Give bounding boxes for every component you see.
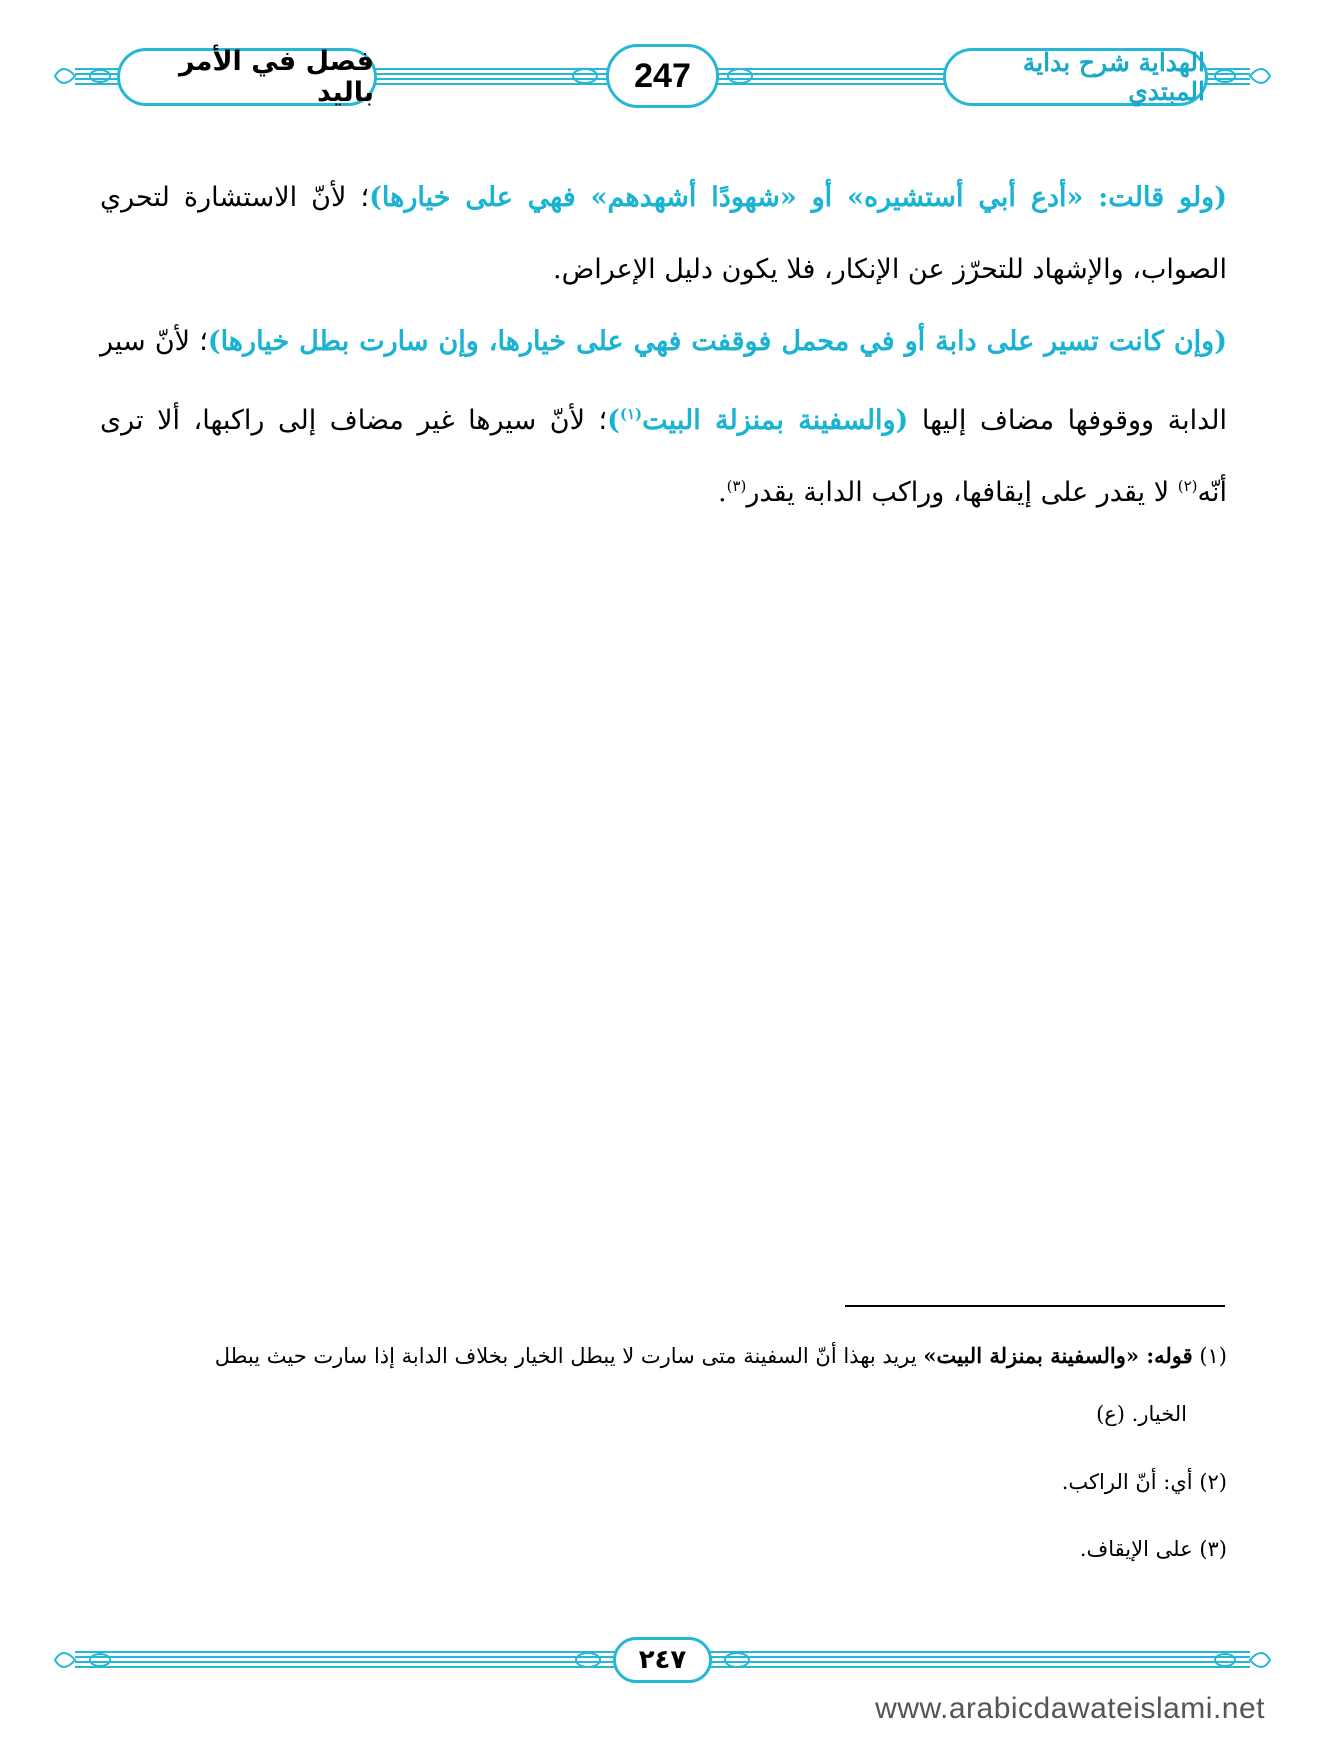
page-number: 247	[634, 56, 691, 95]
body-text: ؛ لأنّ سيرها غير مضاف إلى راكبها، ألا ترى	[100, 405, 608, 436]
body-line-4	[100, 394, 1227, 441]
footnote-text: يريد بهذا أنّ السفينة متى سارت لا يبطل الخيار بخلاف الدابة إذا سارت حيث يبطل	[214, 1344, 924, 1368]
footnote-ref: (٢)	[1177, 477, 1198, 495]
footnote-2	[100, 1466, 1227, 1498]
footnote-1	[100, 1340, 1227, 1372]
highlighted-text: (وإن كانت تسير على دابة أو في محمل فوقفت فهي على خيارها، وإن سارت بطل خيارها)	[207, 326, 1227, 357]
book-title-box	[943, 48, 1208, 106]
footer-page-number: ٢٤٧	[638, 1645, 687, 1675]
footnote-number: (١)	[1199, 1344, 1227, 1368]
footnote-ref: (٣)	[726, 477, 747, 495]
body-line-5	[100, 466, 1227, 513]
book-title: الهداية شرح بداية المبتدي	[1022, 48, 1205, 106]
footnote-ref: (١)	[619, 405, 643, 423]
body-text: ؛ لأنّ سير	[100, 326, 208, 357]
chapter-title-box	[117, 48, 377, 106]
chapter-title: فصل في الأمر باليد	[178, 46, 374, 108]
website-url: www.arabicdawateislami.net	[875, 1692, 1265, 1725]
highlighted-text-end: )	[607, 405, 620, 436]
body-line-2	[100, 250, 1227, 290]
highlighted-text: (ولو قالت: «أدع أبي أستشيره» أو «شهودًا أشهدهم» فهي على خيارها)	[369, 182, 1227, 213]
footnote-lemma: قوله: «والسفينة بمنزلة البيت»	[923, 1343, 1193, 1368]
page-number-box	[606, 44, 719, 108]
footnote-text: على الإيقاف.	[1079, 1537, 1200, 1561]
body-line-1	[100, 178, 1227, 218]
body-text: .	[718, 477, 727, 508]
body-text: ؛ لأنّ الاستشارة لتحري	[100, 182, 370, 213]
highlighted-text: (والسفينة بمنزلة البيت	[642, 405, 909, 436]
footnote-text: أي: أنّ الراكب.	[1061, 1470, 1200, 1494]
footnote-number: (٢)	[1199, 1470, 1227, 1494]
footer-page-number-box	[613, 1637, 712, 1683]
footnote-text: الخيار. (ع)	[1096, 1402, 1187, 1426]
body-line-3	[100, 322, 1227, 362]
body-text: الدابة ووقوفها مضاف إليها	[908, 405, 1228, 436]
footnote-3	[100, 1533, 1227, 1565]
footnote-1-continued	[60, 1398, 1187, 1430]
footnote-number: (٣)	[1199, 1537, 1227, 1561]
body-text: لا يقدر على إيقافها، وراكب الدابة يقدر	[746, 477, 1178, 508]
body-text: أنّه	[1197, 477, 1227, 508]
body-text: الصواب، والإشهاد للتحرّز عن الإنكار، فلا يكون دليل الإعراض.	[553, 254, 1227, 285]
